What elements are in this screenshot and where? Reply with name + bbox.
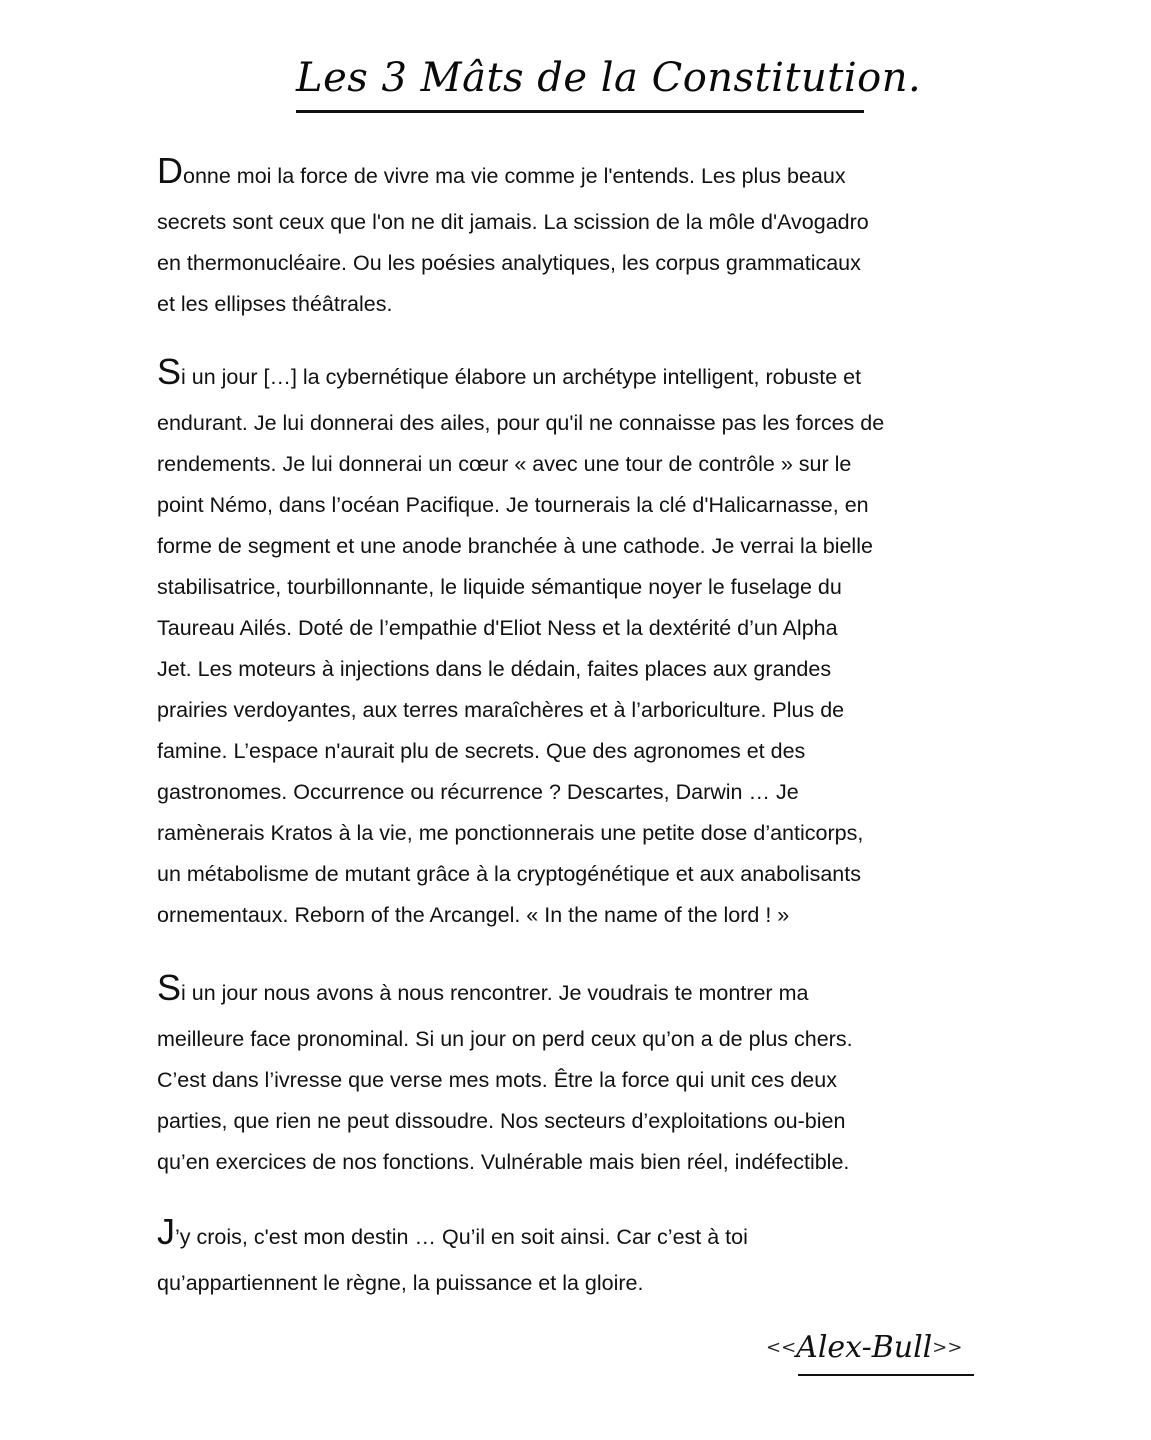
text-line: gastronomes. Occurrence ou récurrence ? Descartes, Darwin … Je xyxy=(157,780,799,804)
paragraph-first-line xyxy=(157,1211,1017,1263)
text-line: forme de segment et une anode branchée à une cathode. Je verrai la bielle xyxy=(157,534,873,558)
first-line-text: onne moi la force de vivre ma vie comme je l'entends. Les plus beaux xyxy=(183,164,846,188)
text-line: point Némo, dans l’océan Pacifique. Je tournerais la clé d'Halicarnasse, en xyxy=(157,493,869,517)
paragraph-first-line xyxy=(157,967,1017,1019)
signature-underline xyxy=(798,1374,974,1376)
paragraph-4 xyxy=(157,1211,1017,1304)
text-line: ornementaux. Reborn of the Arcangel. « In the name of the lord ! » xyxy=(157,903,790,927)
text-line: Jet. Les moteurs à injections dans le dédain, faites places aux grandes xyxy=(157,657,832,681)
text-line: parties, que rien ne peut dissoudre. Nos secteurs d’exploitations ou-bien xyxy=(157,1109,846,1133)
text-line: secrets sont ceux que l'on ne dit jamais. La scission de la môle d'Avogadro xyxy=(157,210,869,234)
text-line: prairies verdoyantes, aux terres maraîchères et à l’arboriculture. Plus de xyxy=(157,698,845,722)
text-line: rendements. Je lui donnerai un cœur « avec une tour de contrôle » sur le xyxy=(157,452,852,476)
text-line: ramènerais Kratos à la vie, me ponctionnerais une petite dose d’anticorps, xyxy=(157,821,864,845)
text-line: un métabolisme de mutant grâce à la cryptogénétique et aux anabolisants xyxy=(157,862,861,886)
text-line: endurant. Je lui donnerai des ailes, pour qu'il ne connaisse pas les forces de xyxy=(157,411,885,435)
text-line: en thermonucléaire. Ou les poésies analytiques, les corpus grammaticaux xyxy=(157,251,861,275)
first-line-text: i un jour […] la cybernétique élabore un archétype intelligent, robuste et xyxy=(181,365,862,389)
drop-cap: S xyxy=(157,967,182,1008)
text-line: C’est dans l’ivresse que verse mes mots. Être la force qui unit ces deux xyxy=(157,1068,837,1092)
document-title: Les 3 Mâts de la Constitution. xyxy=(296,55,922,101)
paragraph-3 xyxy=(157,967,1017,1183)
paragraph-first-line xyxy=(157,150,1017,202)
signature-close-bracket: >> xyxy=(932,1337,963,1358)
text-line: et les ellipses théâtrales. xyxy=(157,292,393,316)
signature-name: Alex-Bull xyxy=(796,1330,933,1365)
drop-cap: S xyxy=(157,351,182,392)
drop-cap: D xyxy=(157,150,183,191)
text-line: famine. L’espace n'aurait plu de secrets. Que des agronomes et des xyxy=(157,739,806,763)
paragraph-2 xyxy=(157,351,1017,936)
signature-open-bracket: << xyxy=(766,1337,797,1358)
first-line-text: i un jour nous avons à nous rencontrer. Je voudrais te montrer ma xyxy=(181,981,809,1005)
text-line: Taureau Ailés. Doté de l’empathie d'Eliot Ness et la dextérité d’un Alpha xyxy=(157,616,838,640)
text-line: meilleure face pronominal. Si un jour on perd ceux qu’on a de plus chers. xyxy=(157,1027,853,1051)
drop-cap: J xyxy=(157,1211,175,1252)
text-line: qu’appartiennent le règne, la puissance et la gloire. xyxy=(157,1271,644,1295)
paragraph-1 xyxy=(157,150,1017,325)
title-underline xyxy=(296,110,864,113)
signature xyxy=(766,1330,1016,1380)
text-line: stabilisatrice, tourbillonnante, le liquide sémantique noyer le fuselage du xyxy=(157,575,842,599)
text-line: qu’en exercices de nos fonctions. Vulnérable mais bien réel, indéfectible. xyxy=(157,1150,850,1174)
first-line-text: ’y crois, c'est mon destin … Qu’il en soit ainsi. Car c’est à toi xyxy=(175,1225,748,1249)
paragraph-first-line xyxy=(157,351,1017,403)
